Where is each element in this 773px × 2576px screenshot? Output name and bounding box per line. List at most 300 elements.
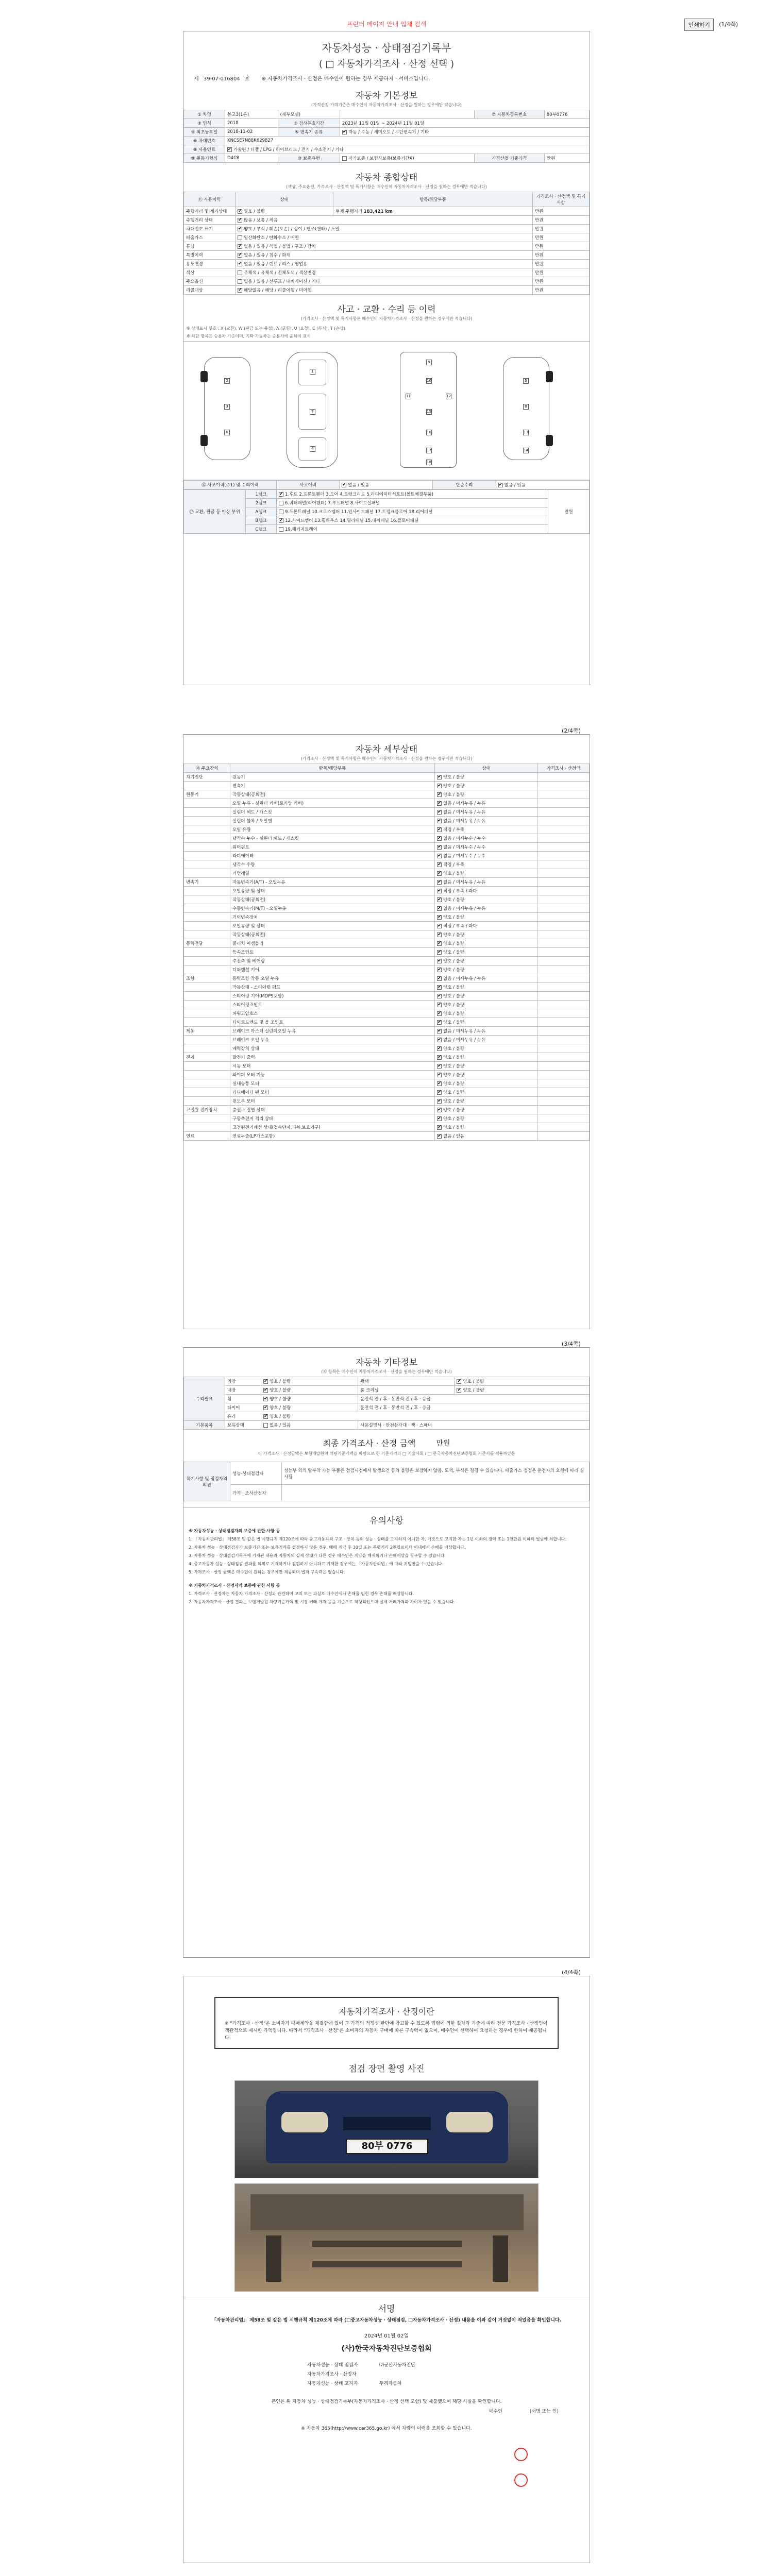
row-state-label: 양호 / 불량 — [443, 950, 465, 955]
row-state — [435, 1071, 538, 1079]
row-price — [538, 1132, 590, 1141]
checkbox[interactable] — [437, 854, 442, 858]
car-side-left-diagram — [204, 357, 250, 460]
row-state-label: 없음 / 미세누수 / 누수 — [443, 845, 486, 850]
row-group — [184, 913, 230, 922]
row-state — [435, 799, 538, 808]
license-plate: 80부 0776 — [346, 2139, 428, 2154]
table-row — [184, 965, 590, 974]
table-row — [184, 852, 590, 860]
table-row — [184, 974, 590, 983]
row-group: 전기 — [184, 1053, 230, 1062]
row-item: 윈도우 모터 — [230, 1097, 435, 1106]
checkbox[interactable] — [437, 792, 442, 797]
checkbox[interactable] — [437, 1099, 442, 1104]
row-item: 동력조향 작동 오일 누유 — [230, 974, 435, 983]
table-row — [184, 948, 590, 957]
table-row — [184, 825, 590, 834]
car-top-diagram — [287, 352, 338, 468]
checkbox[interactable] — [238, 288, 242, 293]
row-price — [538, 913, 590, 922]
row-state — [435, 1088, 538, 1097]
table-row — [184, 1027, 590, 1036]
page-indicator-4: (4/4쪽) — [562, 1969, 581, 1976]
doc-no-suffix: 호 — [244, 76, 250, 82]
table-header-row: ⑱ 주요장치 항목/해당부품 상태 가격조사 · 산정액 — [184, 764, 590, 773]
accident-history-table — [183, 480, 590, 489]
row-state — [435, 852, 538, 860]
row-item: 기어변속장치 — [230, 913, 435, 922]
table-row — [184, 808, 590, 817]
row-group — [184, 992, 230, 1001]
checkbox[interactable] — [437, 906, 442, 911]
page-1 — [183, 31, 590, 685]
table-header-row: ⑪ 사용이력 상태 항목/해당부품 가격조사 · 산정액 및 특기사항 — [184, 192, 590, 207]
doc-note: ※ 자동차가격조사 · 산정은 매수인이 원하는 경우 제공하지 · 서비스입니다. — [261, 76, 430, 82]
marker-17: 17 — [427, 448, 431, 452]
table-row — [184, 790, 590, 799]
footer-note: ※ 자동차 365(http://www.car365.go.kr) 에서 차량의 이력을 조회할 수 있습니다. — [301, 2426, 472, 2431]
row-group — [184, 1001, 230, 1009]
table-row: 색상 무채색 / 유채색 / 전체도색 / 색상변경 만원 — [184, 268, 590, 277]
table-row — [184, 922, 590, 930]
row-group — [184, 957, 230, 965]
checkbox[interactable] — [437, 1134, 442, 1139]
row-price — [538, 852, 590, 860]
row-state — [435, 895, 538, 904]
table-row: 수리필요 외장 ✔ 양호 / 불량 광택 ✔ 양호 / 불량 — [184, 1377, 590, 1386]
row-state — [435, 773, 538, 782]
checkbox[interactable] — [437, 1003, 442, 1007]
table-row: 배출가스 일산화탄소 / 탄화수소 / 매연 만원 — [184, 233, 590, 242]
table-row: ⑯ 사고이력(주1) 및 수리이력 사고이력 ✔ 없음 / 있음 단순수리 ✔ 없음 / 있음 — [184, 481, 590, 489]
row-item: 실내송풍 모터 — [230, 1079, 435, 1088]
table-row — [184, 1009, 590, 1018]
row-price — [538, 1062, 590, 1071]
row-state — [435, 1009, 538, 1018]
checkbox[interactable] — [263, 1423, 268, 1428]
row-price — [538, 957, 590, 965]
row-price — [538, 808, 590, 817]
row-price — [538, 1106, 590, 1114]
row-state-label: 없음 / 미세누수 / 누수 — [443, 854, 486, 859]
detail-table — [183, 764, 590, 1141]
row-state — [435, 1062, 538, 1071]
row-price — [538, 860, 590, 869]
marker-6: 6 — [224, 430, 230, 435]
table-row — [184, 957, 590, 965]
table-row — [184, 1071, 590, 1079]
checkbox[interactable] — [238, 235, 242, 240]
checkbox[interactable] — [437, 862, 442, 867]
checkbox[interactable] — [437, 994, 442, 998]
checkbox[interactable] — [437, 1116, 442, 1121]
marker-13: 13 — [524, 430, 528, 434]
checkbox[interactable] — [342, 130, 347, 134]
row-item: 커먼레일 — [230, 869, 435, 878]
row-state-label: 적정 / 부족 / 과다 — [443, 924, 477, 929]
checkbox[interactable] — [279, 527, 283, 532]
row-group — [184, 843, 230, 852]
row-price — [538, 948, 590, 957]
row-state — [435, 817, 538, 825]
checkbox[interactable] — [279, 501, 283, 505]
checkbox[interactable] — [437, 845, 442, 850]
checkbox[interactable] — [437, 889, 442, 893]
checkbox[interactable] — [437, 1038, 442, 1042]
checkbox[interactable] — [437, 933, 442, 937]
row-state-label: 없음 / 미세누유 / 누유 — [443, 1038, 486, 1043]
row-price — [538, 983, 590, 992]
row-state — [435, 878, 538, 887]
row-state-label: 없음 / 있음 — [443, 1134, 465, 1139]
checkbox[interactable] — [342, 156, 347, 161]
sign-title: 서명 — [183, 2297, 590, 2315]
checkbox[interactable] — [437, 959, 442, 963]
checkbox[interactable] — [227, 147, 232, 152]
row-item: 작동상태(공회전) — [230, 790, 435, 799]
row-price — [538, 939, 590, 948]
row-item: 실린더 헤드 / 개스킷 — [230, 808, 435, 817]
role-row: 자동차성능 · 상태 점검자 ㈜군산자동차진단 — [307, 2363, 415, 2368]
table-row: ④ 최초등록일 2018-11-02 ⑤ 변속기 종류 ✔ 자동 / 수동 / 세미오토 / 무단변속기 / 기타 — [184, 128, 590, 137]
row-group — [184, 782, 230, 790]
row-item: 워터펌프 — [230, 843, 435, 852]
row-price — [538, 1088, 590, 1097]
print-notice-link[interactable]: 프린터 페이지 안내 업체 검색 — [346, 21, 427, 28]
row-group — [184, 1088, 230, 1097]
row-state — [435, 887, 538, 895]
row-group — [184, 852, 230, 860]
wheel-icon — [546, 435, 553, 446]
checkbox[interactable] — [238, 279, 242, 284]
row-state-label: 양호 / 불량 — [443, 941, 465, 946]
row-item: 추진축 및 베어링 — [230, 957, 435, 965]
checkbox[interactable] — [457, 1388, 461, 1393]
row-state — [435, 904, 538, 913]
row-state — [435, 913, 538, 922]
checkbox[interactable] — [263, 1397, 268, 1401]
row-state-label: 양호 / 불량 — [443, 933, 465, 938]
row-group: 동력전달 — [184, 939, 230, 948]
row-item: 라디에이터 팬 모터 — [230, 1088, 435, 1097]
row-state — [435, 930, 538, 939]
row-price — [538, 895, 590, 904]
table-row: 주요옵션 없음 / 있음 / 선루프 / 내비게이션 / 기타 만원 — [184, 277, 590, 286]
row-price — [538, 1036, 590, 1044]
table-row: 용도변경 ✔ 없음 / 있음 / 렌트 / 리스 / 영업용 만원 — [184, 260, 590, 268]
marker-14: 14 — [524, 448, 528, 452]
row-group: 조향 — [184, 974, 230, 983]
checkbox[interactable] — [238, 262, 242, 266]
checkbox[interactable] — [238, 270, 242, 275]
car-side-right-diagram — [503, 357, 549, 460]
opinion-table — [183, 1462, 590, 1501]
overall-title: 자동차 종합상태 — [355, 173, 418, 183]
checkbox[interactable] — [437, 819, 442, 823]
checkbox[interactable] — [437, 1125, 442, 1130]
accident-note-1: ※ 상태표시 부호 : X (교환), W (판금 또는 용접), A (긁힘), U (요철), C (부식), T (손상) — [187, 326, 346, 331]
row-price — [538, 799, 590, 808]
sign-date: 2024년 01월 02일 — [364, 2333, 409, 2339]
row-state — [435, 808, 538, 817]
checkbox[interactable] — [437, 976, 442, 981]
page-indicator-2: (2/4쪽) — [562, 727, 581, 734]
checkbox[interactable] — [437, 1064, 442, 1069]
row-price — [538, 790, 590, 799]
vehicle-diagram — [183, 341, 590, 480]
checkbox[interactable] — [437, 1055, 442, 1060]
table-row — [184, 992, 590, 1001]
row-item: 자동변속기(A/T) - 오일누유 — [230, 878, 435, 887]
row-group — [184, 1114, 230, 1123]
row-state-label: 없음 / 미세누유 / 누유 — [443, 976, 486, 981]
detail-subtitle: (가격조사 · 산정액 및 특기사항은 매수인이 자동차가격조사 · 산정을 원하는 경우에만 적습니다) — [300, 756, 473, 761]
row-price — [538, 1123, 590, 1132]
table-row: ⑧ 사용연료 ✔ 가솔린 / 디젤 / LPG / 하이브리드 / 전기 / 수소전기 / 기타 — [184, 145, 590, 154]
table-row — [184, 895, 590, 904]
checkbox[interactable] — [437, 985, 442, 990]
row-group — [184, 887, 230, 895]
checkbox[interactable] — [437, 915, 442, 920]
checkbox[interactable] — [437, 1108, 442, 1112]
table-row — [184, 1079, 590, 1088]
confirm-text: 본인은 위 자동차 성능 · 상태점검기록부(자동차가격조사 · 산정 선택 포함) 및 제출했으며 해당 사실을 확인합니다. — [271, 2399, 502, 2404]
wheel-icon — [266, 2235, 281, 2282]
row-item: 파워고압호스 — [230, 1009, 435, 1018]
row-state-label: 양호 / 불량 — [443, 968, 465, 973]
checkbox[interactable] — [437, 1011, 442, 1016]
row-state — [435, 948, 538, 957]
sign-org: (사)한국자동차진단보증협회 — [341, 2345, 432, 2353]
table-row: ② 연식 2018 ③ 검사유효기간 2023년 11월 01일 ~ 2024년 11월 01일 — [184, 119, 590, 128]
row-item: 충전구 절연 상태 — [230, 1106, 435, 1114]
checkbox[interactable] — [437, 924, 442, 928]
row-item: 스티어링 기어(MDPS포함) — [230, 992, 435, 1001]
checkbox[interactable] — [437, 1081, 442, 1086]
row-state-label: 없음 / 미세누유 / 누유 — [443, 801, 486, 806]
row-item: 실린더 블록 / 오일팬 — [230, 817, 435, 825]
row-price — [538, 817, 590, 825]
role-list — [307, 2361, 590, 2388]
row-group — [184, 895, 230, 904]
checkbox[interactable] — [263, 1379, 268, 1384]
table-row — [184, 930, 590, 939]
row-state — [435, 860, 538, 869]
table-row — [184, 1036, 590, 1044]
table-row: 주행거리 상태 ✔ 많음 / 보통 / 적음 만원 — [184, 216, 590, 225]
row-item: 브레이크 마스터 실린더오일 누유 — [230, 1027, 435, 1036]
row-state-label: 없음 / 미세누유 / 누유 — [443, 880, 486, 885]
row-price — [538, 1044, 590, 1053]
table-row — [184, 878, 590, 887]
checkbox[interactable] — [238, 253, 242, 258]
table-row — [184, 1062, 590, 1071]
etc-table — [183, 1377, 590, 1430]
checkbox[interactable] — [437, 1090, 442, 1095]
row-state-label: 적정 / 부족 / 과다 — [443, 889, 477, 894]
row-group — [184, 869, 230, 878]
checkbox[interactable] — [437, 810, 442, 815]
row-state — [435, 1132, 538, 1141]
inspection-photo-underbody — [234, 2183, 539, 2292]
row-price — [538, 1018, 590, 1027]
checkbox[interactable] — [238, 209, 242, 214]
row-state — [435, 1123, 538, 1132]
sign-text: 「자동차관리법」 제58조 및 같은 법 시행규칙 제120조에 따라 (□중고자동차성능 · 상태점검, □자동차가격조사 · 산정) 내용을 이와 같이 거짓없이 적었음을 확인합니다. — [211, 2318, 562, 2323]
row-group: 고전원 전기장치 — [184, 1106, 230, 1114]
checkbox[interactable] — [279, 510, 283, 514]
row-state-label: 양호 / 불량 — [443, 915, 465, 920]
checkbox[interactable] — [437, 950, 442, 955]
price-explain-text: ※ "가격조사 · 산정"은 소비자가 매매계약을 체결함에 있어 그 가격의 적정성 판단에 참고할 수 있도록 법령에 의한 절차와 기준에 따라 전문 가격조사 · 산정인이 객관적으로 제시한 가액입니다. 따라서 "가격조사 · 산정"은 소비자의 자동차 구매에 따른 구속력이 없으며, 매수인이 선택하여 요청하는 경우에 한하여 제공됩니다. — [225, 2021, 548, 2041]
accident-subtitle: (가격조사 · 산정액 및 특기사항은 매수인이 자동차가격조사 · 산정을 원하는 경우에만 적습니다) — [300, 316, 473, 321]
row-state-label: 양호 / 불량 — [443, 985, 465, 990]
marker-12: 12 — [446, 394, 451, 398]
checkbox[interactable] — [437, 827, 442, 832]
final-price-title: 최종 가격조사 · 산정 금액 — [323, 1438, 416, 1448]
final-price-value: 만원 — [436, 1439, 450, 1448]
final-price-note: 이 가격조사 · 산정금액은 보험개발원의 차량기준가액을 바탕으로 한 기준가격과 □ 기술사회 / □ 한국자동차진단보증협회 기준서를 적용하였음 — [258, 1451, 515, 1456]
doc-number-row — [183, 71, 590, 85]
row-state-label: 양호 / 불량 — [443, 897, 465, 903]
table-row — [184, 834, 590, 843]
row-item: 수동변속기(M/T) - 오일누유 — [230, 904, 435, 913]
row-state-label: 양호 / 불량 — [443, 784, 465, 789]
table-row: A랭크 9.프론트패널 10.크로스멤버 11.인사이드패널 17.트렁크플로어 18.리어패널 — [184, 507, 590, 516]
checkbox[interactable] — [437, 1020, 442, 1025]
row-item: 배력장치 상태 — [230, 1044, 435, 1053]
row-state — [435, 1001, 538, 1009]
marker-18: 18 — [427, 460, 431, 464]
table-row: 주행거리 및 계기상태 ✔ 양호 / 불량 현재 주행거리 183,421 km 만원 — [184, 207, 590, 216]
table-row: ⑥ 차대번호 KNCSE7N88K629827 — [184, 137, 590, 145]
etc-title: 자동차 기타정보 — [355, 1358, 418, 1368]
row-state — [435, 1114, 538, 1123]
car-frame-diagram — [400, 352, 457, 468]
overall-table — [183, 192, 590, 295]
checkbox[interactable] — [437, 968, 442, 972]
row-state — [435, 869, 538, 878]
row-state — [435, 965, 538, 974]
inspection-photo-front — [234, 2080, 539, 2178]
row-item: 디퍼렌셜 기어 — [230, 965, 435, 974]
row-item: 오일유량 및 상태 — [230, 887, 435, 895]
row-state — [435, 939, 538, 948]
checkbox[interactable] — [498, 483, 503, 487]
row-state-label: 양호 / 불량 — [443, 1011, 465, 1016]
row-item: 냉각수 누수 - 실린더 헤드 / 개스킷 — [230, 834, 435, 843]
row-group — [184, 965, 230, 974]
checkbox[interactable] — [437, 880, 442, 885]
checkbox[interactable] — [238, 218, 242, 223]
row-state-label: 양호 / 불량 — [443, 792, 465, 798]
table-row: 유리 ✔ 양호 / 불량 — [184, 1412, 590, 1421]
checkbox[interactable] — [437, 871, 442, 876]
table-row — [184, 869, 590, 878]
checkbox[interactable] — [263, 1405, 268, 1410]
row-price — [538, 825, 590, 834]
checkbox[interactable] — [279, 492, 283, 497]
checkbox[interactable] — [263, 1414, 268, 1419]
row-state-label: 없음 / 미세누유 / 누유 — [443, 810, 486, 815]
table-row: 튜닝 ✔ 없음 / 있음 / 적법 / 불법 / 구조 / 장치 만원 — [184, 242, 590, 251]
checkbox[interactable] — [437, 775, 442, 779]
table-row — [184, 1088, 590, 1097]
checkbox[interactable] — [342, 483, 346, 487]
checkbox[interactable] — [437, 897, 442, 902]
table-row — [184, 799, 590, 808]
marker-16: 16 — [427, 430, 431, 434]
row-price — [538, 922, 590, 930]
row-state-label: 적정 / 부족 — [443, 827, 465, 833]
table-row — [184, 860, 590, 869]
row-price — [538, 869, 590, 878]
checkbox[interactable] — [457, 1379, 461, 1384]
checkbox[interactable] — [437, 801, 442, 806]
wheel-icon — [200, 435, 208, 446]
row-group — [184, 817, 230, 825]
checkbox[interactable] — [263, 1388, 268, 1393]
table-row — [184, 1106, 590, 1114]
row-state — [435, 1053, 538, 1062]
row-state-label: 양호 / 불량 — [443, 1090, 465, 1095]
row-item: 작동상태(공회전) — [230, 930, 435, 939]
table-row: 기본품목 보유상태 없음 / 있음 사용설명서 · 안전삼각대 · 잭 · 스패너 — [184, 1421, 590, 1430]
checkbox[interactable] — [437, 941, 442, 946]
checkbox[interactable] — [437, 784, 442, 788]
exchange-table — [183, 489, 590, 534]
table-row: 특기사항 및 점검자의 의견 성능·상태점검자 성능부 외의 탈부착 가능 부품은 점검시점에서 발생요건 등의 불량은 보장하지 않음. 도색, 부식은 경정 수 있습니다. 배출가스 점검은 운전자의 요청에 따라 실시됨 — [184, 1462, 590, 1485]
checkbox[interactable] — [437, 1029, 442, 1033]
row-item: 오일유량 및 상태 — [230, 922, 435, 930]
overall-subtitle: (색상, 주요옵션, 가격조사 · 산정액 및 특기사항은 매수인이 자동차가격조사 · 산정을 원하는 경우에만 적습니다) — [286, 184, 487, 189]
checkbox[interactable] — [437, 836, 442, 841]
row-state-label: 양호 / 불량 — [443, 1003, 465, 1008]
checkbox[interactable] — [437, 1073, 442, 1077]
row-price — [538, 992, 590, 1001]
role-row: 자동차성능 · 상태 고지자 두리자동차 — [307, 2381, 402, 2386]
checkbox[interactable] — [437, 1046, 442, 1051]
doc-subtitle: ( □ 자동차가격조사 · 산정 선택 ) — [318, 59, 455, 70]
row-price — [538, 1009, 590, 1018]
checkbox[interactable] — [238, 227, 242, 231]
row-state — [435, 790, 538, 799]
marker-2: 2 — [224, 378, 230, 384]
row-group — [184, 1018, 230, 1027]
row-state — [435, 843, 538, 852]
row-item: 연료누출(LP가스포함) — [230, 1132, 435, 1141]
row-item: 변속기 — [230, 782, 435, 790]
row-state-label: 양호 / 불량 — [443, 1046, 465, 1052]
table-row: 차대번호 표기 ✔ 양호 / 부식 / 훼손(오손) / 상이 / 변조(변타) / 도말 만원 — [184, 225, 590, 233]
row-item: 작동상태(공회전) — [230, 895, 435, 904]
table-row: ① 차명 봉고3(1톤) (세부모델) ⑦ 자동차등록번호 80부0776 — [184, 110, 590, 119]
role-row: 자동차가격조사 · 산정자 — [307, 2372, 357, 2377]
table-row — [184, 913, 590, 922]
row-price — [538, 782, 590, 790]
checkbox[interactable] — [279, 518, 283, 523]
row-item: 원동기 — [230, 773, 435, 782]
table-row: 내장 ✔ 양호 / 불량 룸 크리닝 ✔ 양호 / 불량 — [184, 1386, 590, 1395]
row-price — [538, 834, 590, 843]
table-row: 2랭크 6.쿼터패널(리어펜더) 7.루프패널 8.사이드실패널 — [184, 499, 590, 507]
checkbox[interactable] — [238, 244, 242, 249]
row-item: 라디에이터 — [230, 852, 435, 860]
table-row — [184, 1097, 590, 1106]
print-button[interactable]: 인쇄하기 — [684, 19, 714, 31]
row-state-label: 적정 / 부족 — [443, 862, 465, 868]
